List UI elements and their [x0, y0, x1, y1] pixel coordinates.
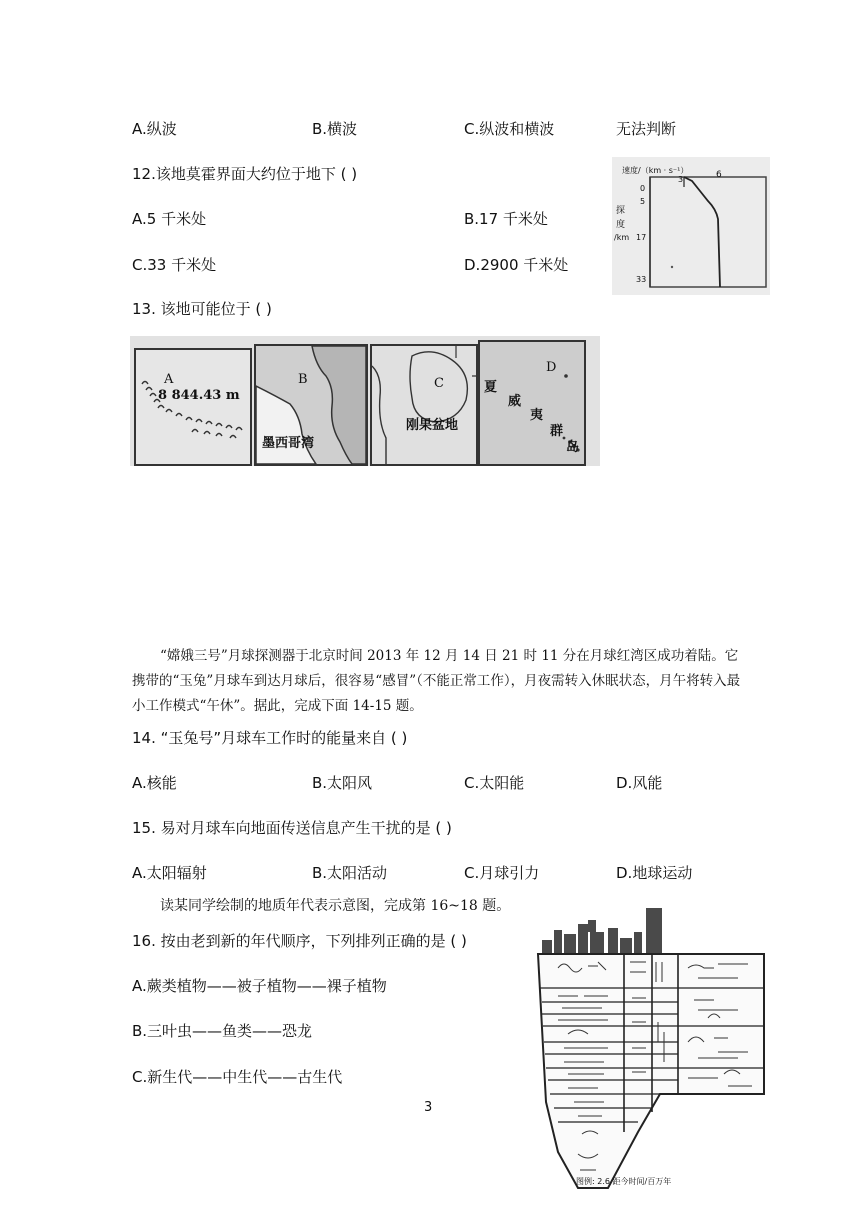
depth-tick-17: 17	[636, 233, 647, 242]
map-a	[134, 348, 252, 466]
speed-tick-6: 6	[716, 170, 722, 180]
depth-label-3: /km	[614, 233, 630, 242]
geologic-time-figure	[528, 902, 774, 1192]
map-d-label-char-4: 群	[550, 424, 564, 439]
map-a-point-label: A	[164, 372, 174, 387]
q11-option-b: B.横波	[312, 120, 358, 138]
q16-option-b: B.三叶虫——鱼类——恐龙	[132, 1022, 313, 1040]
depth-tick-5: 5	[640, 197, 646, 206]
geologic-figure-caption: 图例: 2.6 距今时间/百万年	[576, 1177, 672, 1186]
map-c-basin-label: 刚果盆地	[406, 418, 459, 433]
map-d-label-char-2: 威	[508, 394, 522, 409]
speed-axis-label: 速度/（km · s⁻¹）	[622, 166, 689, 175]
q15-option-c: C.月球引力	[464, 864, 540, 882]
intro-16-18: 读某同学绘制的地质年代表示意图，完成第 16~18 题。	[160, 898, 511, 914]
q12-option-d: D.2900 千米处	[464, 256, 569, 274]
q15-option-d: D.地球运动	[616, 864, 693, 882]
wave-speed-figure	[612, 157, 770, 295]
q12-stem: 12.该地莫霍界面大约位于地下 ( )	[132, 165, 358, 183]
map-c	[370, 344, 478, 466]
q11-option-d: 无法判断	[616, 120, 677, 138]
map-b-point-label: B	[298, 372, 308, 387]
map-c-point-label: C	[434, 376, 444, 391]
q15-option-b: B.太阳活动	[312, 864, 388, 882]
moon-passage: “嫦娥三号”月球探测器于北京时间 2013 年 12 月 14 日 21 时 11 分在月球红湾区成功着陆。它携带的“玉兔”月球车到达月球后，很容易“感冒”（不能正常工作），月夜需转入休眠状态，月午将转入最小工作模式“午休”。据此，完成下面 14-15 题。	[132, 648, 741, 714]
q12-option-b: B.17 千米处	[464, 210, 548, 228]
q11-option-a: A.纵波	[132, 120, 177, 138]
map-d-label-char-3: 夷	[530, 408, 544, 423]
q13-stem: 13. 该地可能位于 ( )	[132, 300, 272, 318]
location-maps-figure	[130, 336, 600, 466]
map-b-gulf-label: 墨西哥湾	[262, 436, 315, 451]
depth-tick-33: 33	[636, 275, 647, 284]
map-a-elevation: 8 844.43 m	[158, 388, 240, 403]
depth-tick-0: 0	[640, 184, 646, 193]
q14-option-d: D.风能	[616, 774, 663, 792]
q12-option-c: C.33 千米处	[132, 256, 217, 274]
depth-label-1: 探	[616, 206, 626, 216]
page-number: 3	[424, 1100, 433, 1115]
depth-label-2: 度	[616, 220, 626, 230]
map-d-label-char-5: 岛	[566, 440, 580, 455]
speed-tick-3: 3	[678, 175, 684, 184]
q12-option-a: A.5 千米处	[132, 210, 207, 228]
q15-option-a: A.太阳辐射	[132, 864, 207, 882]
map-b	[254, 344, 368, 466]
q16-stem: 16. 按由老到新的年代顺序，下列排列正确的是 ( )	[132, 932, 467, 950]
q15-stem: 15. 易对月球车向地面传送信息产生干扰的是 ( )	[132, 819, 452, 837]
map-d-label-char-1: 夏	[484, 380, 498, 395]
q14-option-c: C.太阳能	[464, 774, 525, 792]
q14-option-b: B.太阳风	[312, 774, 373, 792]
map-d-point-label: D	[546, 360, 557, 375]
map-d	[478, 340, 586, 466]
q14-stem: 14. “玉兔号”月球车工作时的能量来自 ( )	[132, 729, 408, 747]
q16-option-c: C.新生代——中生代——古生代	[132, 1068, 343, 1086]
q11-option-c: C.纵波和横波	[464, 120, 555, 138]
q16-option-a: A.蕨类植物——被子植物——裸子植物	[132, 977, 387, 995]
q14-option-a: A.核能	[132, 774, 177, 792]
